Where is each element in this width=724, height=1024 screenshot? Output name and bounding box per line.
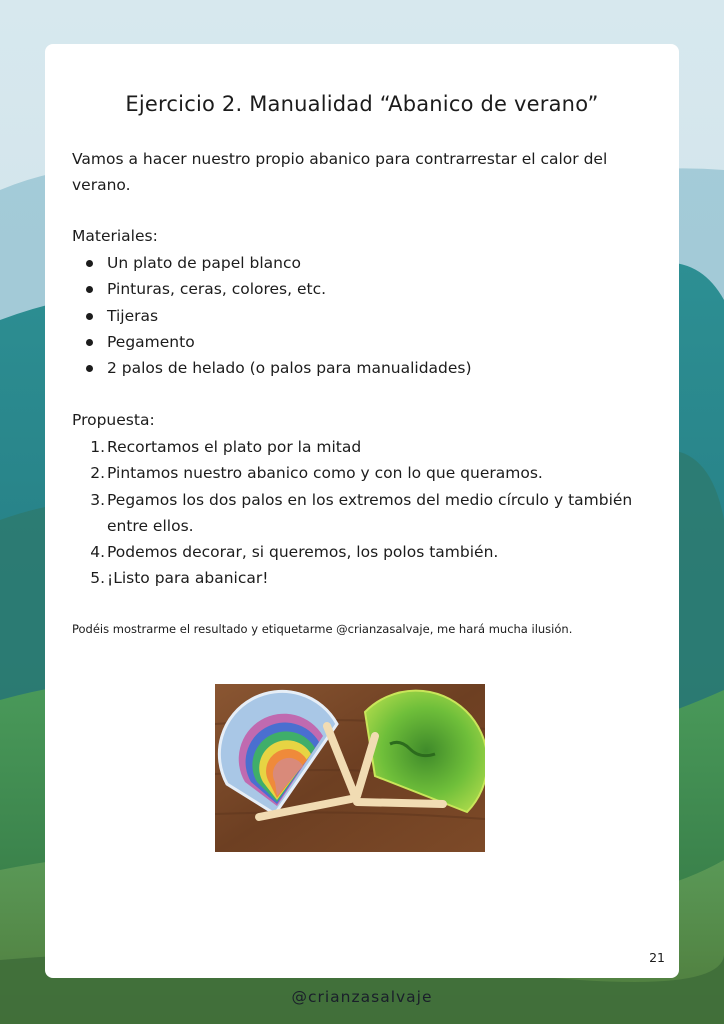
list-item <box>83 276 643 302</box>
share-note: Podéis mostrarme el resultado y etiquetarme @crianzasalvaje, me hará mucha ilusión. <box>72 622 573 636</box>
step-text: Pegamos los dos palos en los extremos del medio círculo y también entre ellos. <box>107 490 633 535</box>
step-text: ¡Listo para abanicar! <box>107 569 269 588</box>
intro-paragraph: Vamos a hacer nuestro propio abanico para contrarrestar el calor del verano. <box>72 150 608 194</box>
bullet-icon <box>86 286 93 293</box>
page-card <box>45 44 679 978</box>
proposal-heading: Propuesta: <box>72 411 155 429</box>
materials-list <box>83 250 643 381</box>
material-text: Tijeras <box>107 306 159 325</box>
list-item <box>83 487 643 540</box>
bullet-icon <box>86 339 93 346</box>
list-item <box>83 250 643 276</box>
materials-heading: Materiales: <box>72 227 158 245</box>
step-number: 3. <box>90 490 105 509</box>
bullet-icon <box>86 260 93 267</box>
step-text: Pintamos nuestro abanico como y con lo que queramos. <box>107 464 543 483</box>
steps-list <box>83 434 643 592</box>
page-number: 21 <box>649 950 665 965</box>
step-number: 1. <box>90 438 105 456</box>
list-item <box>83 434 643 460</box>
footer-handle: @crianzasalvaje <box>291 988 433 1006</box>
material-text: Pegamento <box>107 332 195 351</box>
material-text: Pinturas, ceras, colores, etc. <box>107 280 327 299</box>
step-text: Recortamos el plato por la mitad <box>107 438 362 456</box>
list-item <box>83 303 643 329</box>
list-item <box>83 329 643 355</box>
list-item <box>83 565 643 591</box>
bullet-icon <box>86 313 93 320</box>
step-number: 2. <box>90 464 105 483</box>
list-item <box>83 539 643 565</box>
list-item <box>83 355 643 381</box>
list-item <box>83 460 643 486</box>
page-title: Ejercicio 2. Manualidad “Abanico de verano” <box>125 92 599 116</box>
step-text: Podemos decorar, si queremos, los polos también. <box>107 543 499 562</box>
step-number: 4. <box>90 543 105 562</box>
material-text: Un plato de papel blanco <box>107 254 301 272</box>
step-number: 5. <box>90 569 105 588</box>
craft-photo <box>215 684 485 852</box>
material-text: 2 palos de helado (o palos para manualidades) <box>107 359 472 378</box>
bullet-icon <box>86 365 93 372</box>
